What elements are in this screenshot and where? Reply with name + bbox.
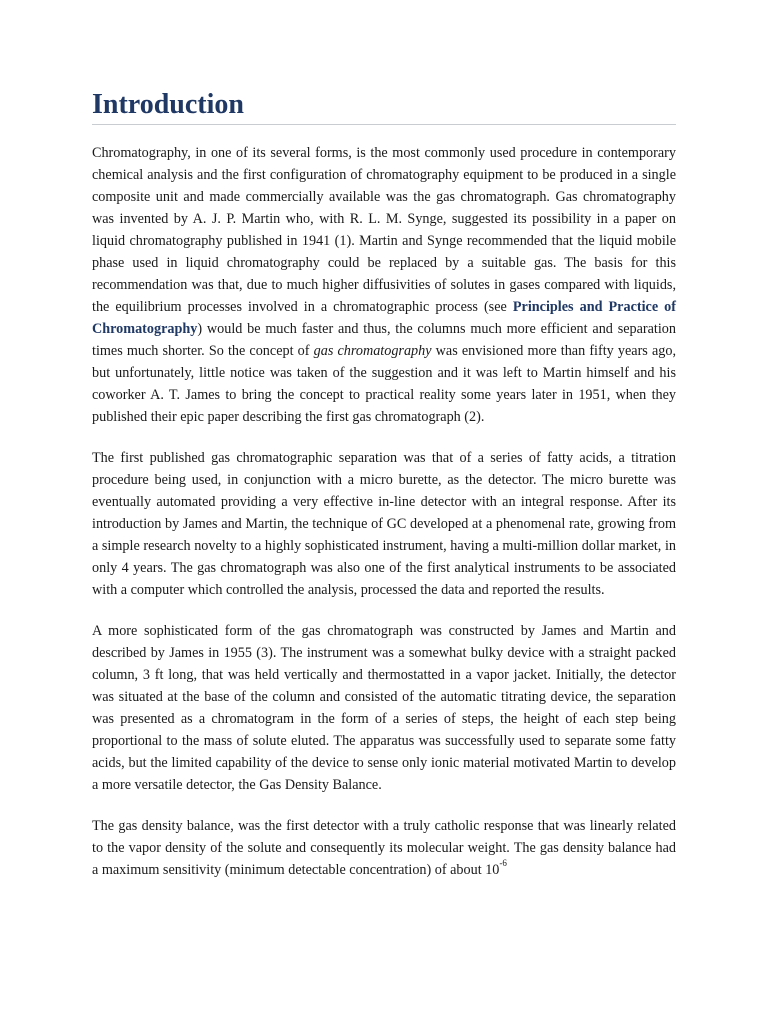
- paragraph-3: A more sophisticated form of the gas chromatograph was constructed by James and Martin and described by James in 1955 (3). The instrument was a somewhat bulky device with a straight packed column, 3 ft long, that was held vertically and thermostatted in a vapor jacket. Initially, the detector was situated at the base of the column and consisted of the automatic titrating device, the separation was presented as a chromatogram in the form of a series of steps, the height of each step being proportional to the mass of solute eluted. The apparatus was successfully used to separate some fatty acids, but the limited capability of the device to sense only ionic material motivated Martin to develop a more versatile detector, the Gas Density Balance.: [92, 623, 676, 793]
- page-title: Introduction: [92, 86, 676, 125]
- document-page: [92, 86, 676, 900]
- paragraph-4-text: The gas density balance, was the first detector with a truly catholic response that was linearly related to the vapor density of the solute and consequently its molecular weight. The gas density balance had a maximum sensitivity (minimum detectable concentration) of about 10: [92, 818, 676, 878]
- exponent-superscript: -6: [499, 858, 507, 869]
- paragraph-1-text-b: ) would be much faster and thus, the columns much more efficient and separation times much shorter. So the concept of: [92, 321, 676, 359]
- document-body: [92, 142, 676, 881]
- paragraph-2: The first published gas chromatographic separation was that of a series of fatty acids, a titration procedure being used, in conjunction with a micro burette, as the detector. The micro burette was eventually automated providing a very effective in-line detector with an integral response. After its introduction by James and Martin, the technique of GC developed at a phenomenal rate, growing from a simple research novelty to a highly sophisticated instrument, having a multi-million dollar market, in only 4 years. The gas chromatograph was also one of the first analytical instruments to be associated with a computer which controlled the analysis, processed the data and reported the results.: [92, 450, 676, 598]
- paragraph-1: [92, 142, 676, 428]
- principles-chromatography-link[interactable]: Principles and Practice of Chromatography: [92, 299, 677, 337]
- paragraph-1-text-c: was envisioned more than fifty years ago, but unfortunately, little notice was taken of the suggestion and it was left to Martin himself and his coworker A. T. James to bring the concept to practical reality some years later in 1951, when they published their epic paper describing the first gas chromatograph (2).: [92, 343, 676, 425]
- paragraph-4: [92, 815, 676, 881]
- gas-chromatography-emphasis: gas chromatography: [313, 343, 432, 359]
- paragraph-1-text-a: Chromatography, in one of its several forms, is the most commonly used procedure in contemporary chemical analysis and the first configuration of chromatography equipment to be produced in a single composite unit and made commercially available was the gas chromatograph. Gas chromatography was invented by A. J. P. Martin who, with R. L. M. Synge, suggested its possibility in a paper on liquid chromatography published in 1941 (1). Martin and Synge recommended that the liquid mobile phase used in liquid chromatography could be replaced by a suitable gas. The basis for this recommendation was that, due to much higher diffusivities of solutes in gases compared with liquids, the equilibrium processes involved in a chromatographic process (see: [92, 145, 676, 315]
